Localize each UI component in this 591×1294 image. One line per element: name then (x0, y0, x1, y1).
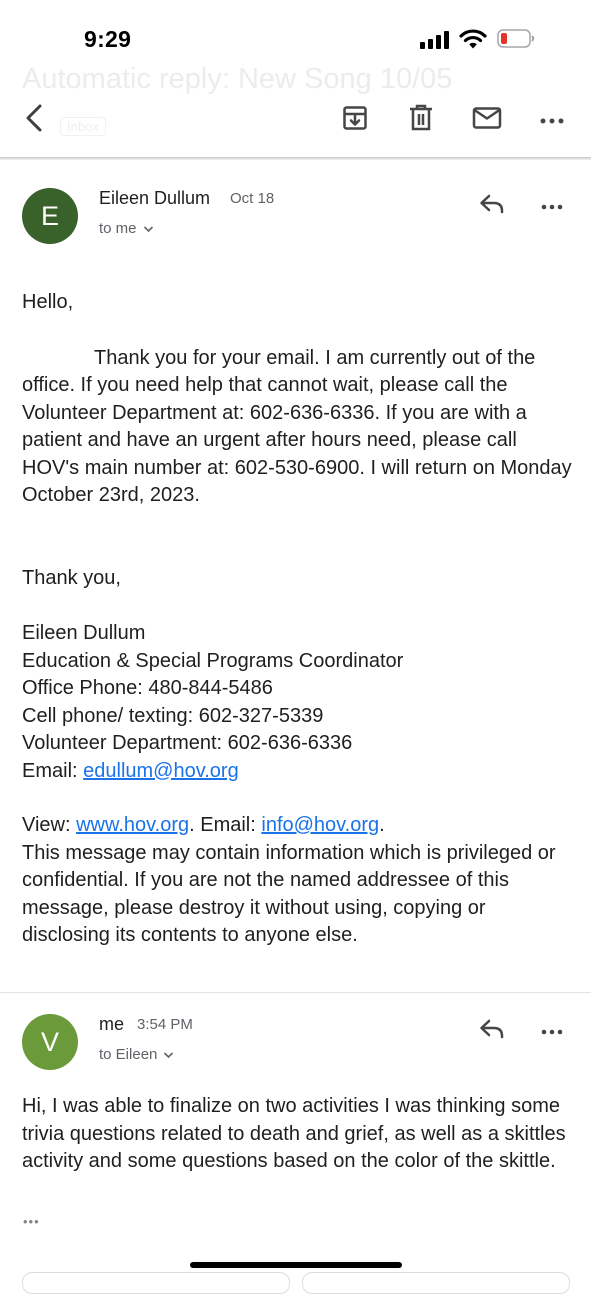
more-options-button[interactable] (532, 100, 572, 140)
sender-name: me (99, 1014, 125, 1034)
footer-end-dot: . (379, 814, 385, 836)
disclaimer: This message may contain information which is privileged or confidential. If you are not the named addressee of this message, please destroy it without using, copying or disclosing its contents to anyone else. (22, 841, 556, 946)
inbox-label-chip[interactable]: Inbox (60, 117, 106, 136)
mark-unread-button[interactable] (467, 100, 507, 140)
signature-title: Education & Special Programs Coordinator (22, 649, 404, 672)
website-link[interactable]: www.hov.org (76, 814, 190, 836)
reply-icon (479, 1019, 505, 1044)
footer-email-label: . Email: (189, 814, 262, 836)
email-label: Email: (22, 759, 84, 782)
closing: Thank you, (22, 566, 121, 589)
recipients-text: to Eileen (99, 1046, 158, 1063)
view-label: View: (22, 814, 77, 836)
chevron-down-icon (143, 225, 154, 233)
delete-button[interactable] (401, 100, 441, 140)
reply-action-button[interactable] (22, 1272, 290, 1294)
battery-icon (497, 29, 533, 48)
wifi-icon (459, 28, 487, 50)
signature-email-line (22, 758, 577, 786)
sender-avatar[interactable]: E (22, 188, 78, 244)
archive-button[interactable] (335, 100, 375, 140)
recipients-text: to me (99, 220, 137, 237)
signature-name: Eileen Dullum (22, 622, 146, 644)
more-horizontal-icon (540, 111, 564, 129)
greeting: Hello, (22, 291, 74, 313)
reply-icon (479, 194, 505, 219)
signature-office-phone: Office Phone: 480-844-5486 (22, 677, 273, 699)
sender-avatar[interactable]: V (22, 1014, 78, 1070)
cellular-signal-icon (420, 31, 450, 49)
message-divider (0, 992, 591, 993)
body-paragraph: Thank you for your email. I am currently out of the office. If you need help that cannot wait, please call the Volunteer Department at: 602-636-6336. If you are with a patient and have an urgent after hours need, please call HOV's main number at: 602-530-6900. I will return on Monday October 23rd, 2023. (22, 346, 572, 506)
subject-title: Automatic reply: New Song 10/05 (22, 63, 453, 95)
sender-name: Eileen Dullum (99, 188, 211, 208)
chevron-down-icon (163, 1051, 174, 1059)
archive-icon (342, 105, 368, 136)
message-date: 3:54 PM (137, 1016, 193, 1033)
status-time: 9:29 (84, 26, 132, 52)
recipients-toggle[interactable] (99, 1046, 174, 1063)
info-email-link[interactable]: info@hov.org (261, 814, 380, 836)
signature-email-link[interactable]: edullum@hov.org (83, 759, 239, 782)
message-more-button[interactable] (534, 188, 570, 224)
message-date: Oct 18 (230, 190, 275, 207)
signature-block (22, 620, 577, 785)
reply-button[interactable] (474, 188, 510, 224)
back-button[interactable] (14, 100, 54, 140)
body-paragraph: Hi, I was able to finalize on two activities I was thinking some trivia questions related to death and grief, as well as a skittles activity and some questions based on the color of the skittle. (22, 1095, 566, 1172)
message-more-button[interactable] (534, 1013, 570, 1049)
reply-button[interactable] (474, 1013, 510, 1049)
show-trimmed-content-button[interactable]: ••• (23, 1214, 40, 1229)
footer-links-line (22, 812, 577, 840)
message-body (22, 289, 577, 950)
footer-block (22, 812, 577, 950)
recipients-toggle[interactable] (99, 220, 154, 237)
message-body (22, 1093, 577, 1176)
forward-action-button[interactable] (302, 1272, 570, 1294)
trash-icon (409, 104, 433, 137)
more-horizontal-icon (541, 1022, 563, 1040)
home-indicator[interactable] (190, 1262, 402, 1268)
app-bar-divider (0, 157, 591, 160)
back-arrow-icon (23, 103, 45, 138)
signature-cell-phone: Cell phone/ texting: 602-327-5339 (22, 704, 324, 727)
signature-volunteer-phone: Volunteer Department: 602-636-6336 (22, 732, 353, 754)
mail-icon (472, 106, 502, 135)
more-horizontal-icon (541, 197, 563, 215)
